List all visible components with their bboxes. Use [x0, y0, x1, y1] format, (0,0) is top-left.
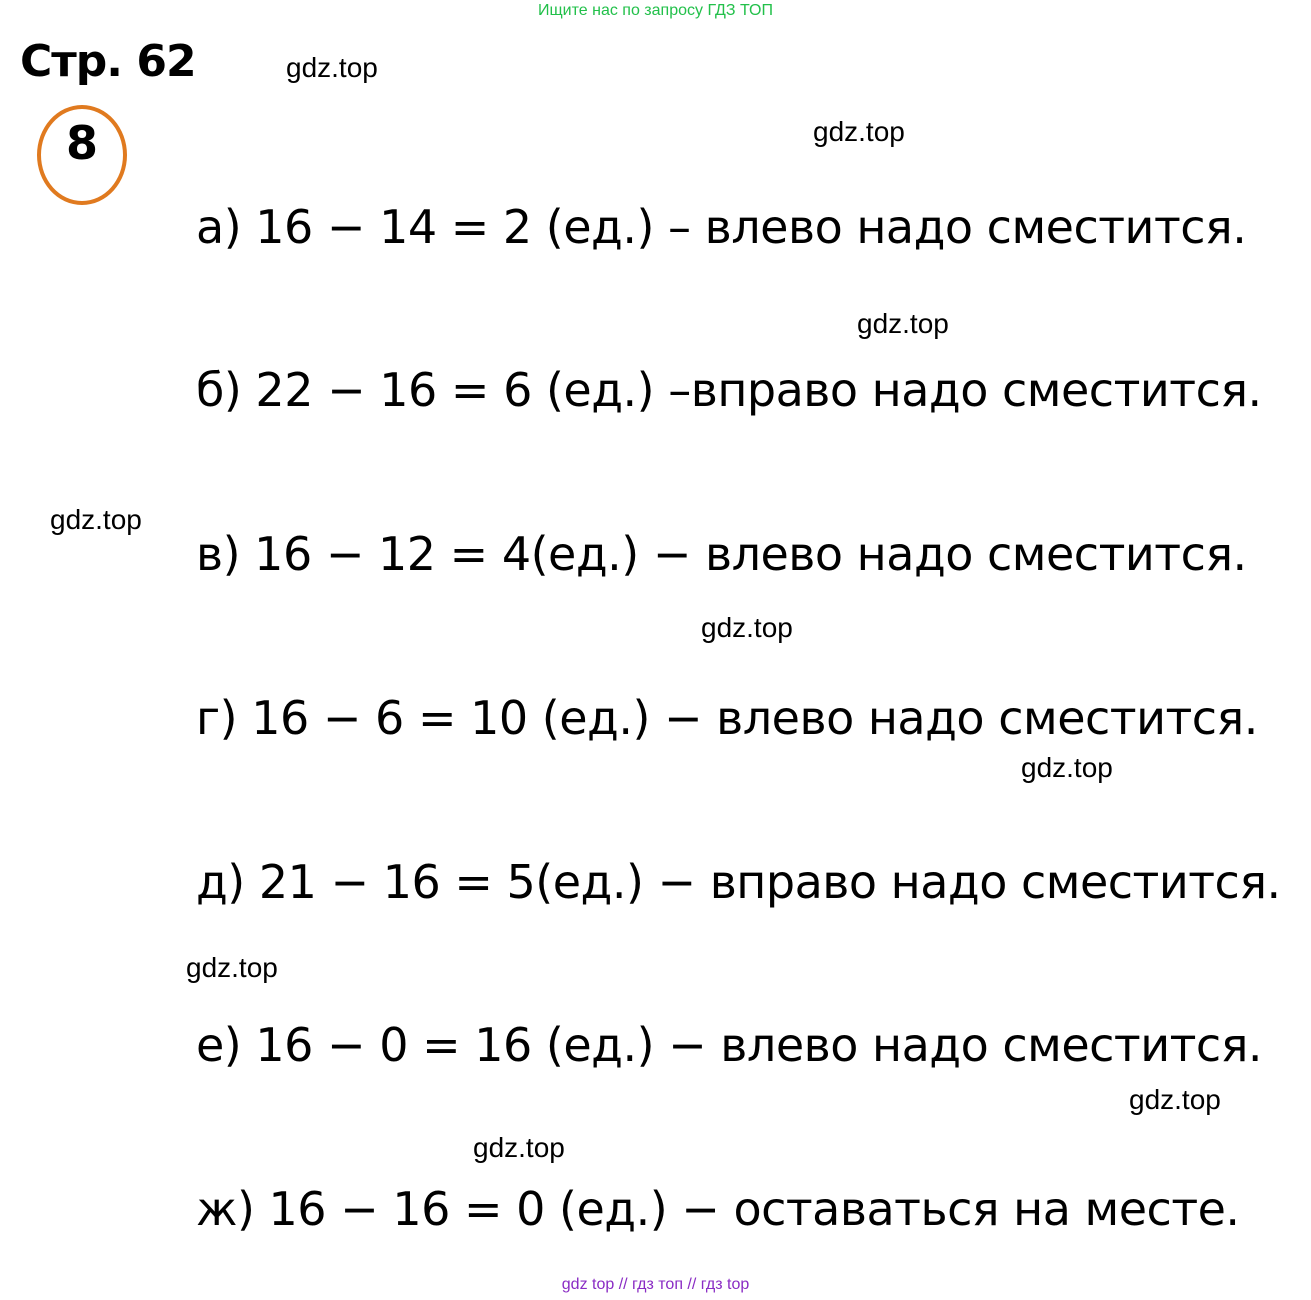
watermark: gdz.top — [813, 116, 905, 147]
watermark: gdz.top — [1129, 1084, 1221, 1115]
page-title: Стр. 62 — [20, 36, 196, 87]
answer-line-g: г) 16 − 6 = 10 (ед.) − влево надо сместится. — [196, 691, 1258, 745]
answer-line-e: е) 16 − 0 = 16 (ед.) − влево надо сместится. — [196, 1018, 1262, 1072]
answer-line-a: а) 16 − 14 = 2 (ед.) – влево надо сместится. — [196, 200, 1247, 254]
task-number: 8 — [65, 116, 98, 170]
watermark: gdz.top — [186, 952, 278, 983]
watermark: gdz.top — [857, 308, 949, 339]
answer-line-d: д) 21 − 16 = 5(ед.) − вправо надо сместится. — [196, 855, 1281, 909]
watermark: gdz.top — [50, 504, 142, 535]
top-banner: Ищите нас по запросу ГДЗ ТОП — [538, 2, 773, 19]
answer-line-v: в) 16 − 12 = 4(ед.) − влево надо сместится. — [196, 527, 1247, 581]
answer-line-b: б) 22 − 16 = 6 (ед.) –вправо надо сместится. — [196, 363, 1262, 417]
watermark: gdz.top — [701, 612, 793, 643]
watermark: gdz.top — [286, 52, 378, 83]
watermark: gdz.top — [1021, 752, 1113, 783]
watermark: gdz.top — [473, 1132, 565, 1163]
answer-line-zh: ж) 16 − 16 = 0 (ед.) − оставаться на месте. — [196, 1182, 1240, 1236]
footer-watermark: gdz top // гдз топ // гдз top — [561, 1276, 750, 1293]
